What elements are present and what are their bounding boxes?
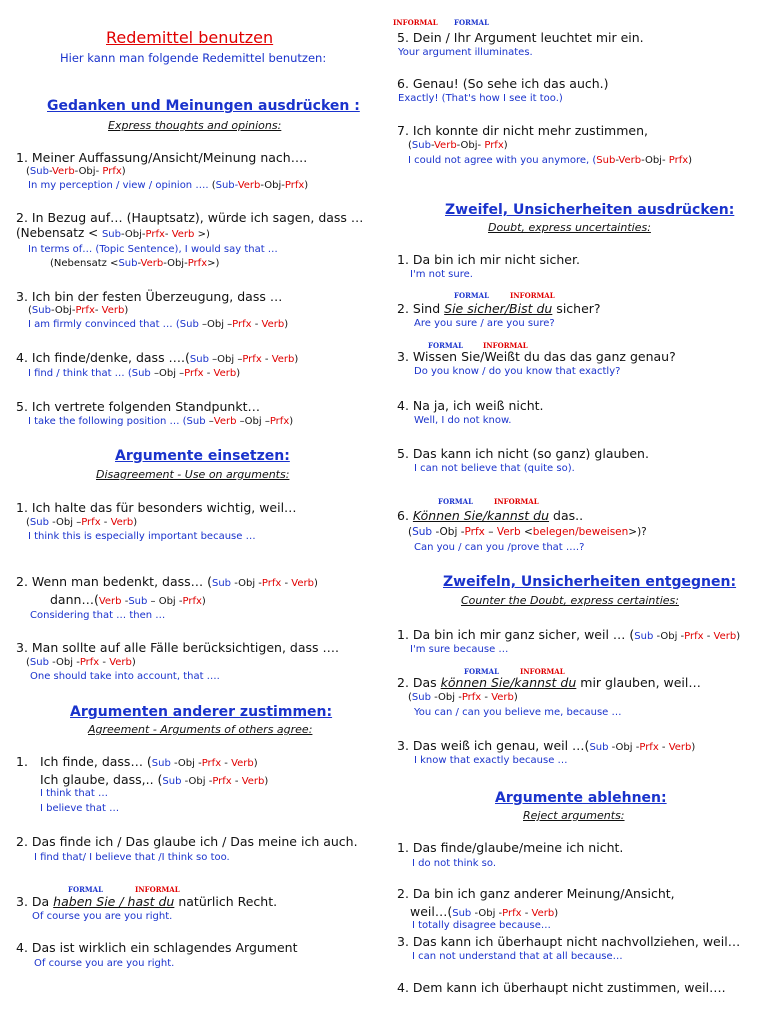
counter-1: 1. Da bin ich mir ganz sicher, weil … (Sub -Obj -Prfx - Verb) [397, 627, 741, 642]
reject-1: 1. Das finde/glaube/meine ich nicht. [397, 840, 624, 855]
agree-7: 7. Ich konnte dir nicht mehr zustimmen, [397, 123, 649, 138]
agree-5: 5. Dein / Ihr Argument leuchtet mir ein. [397, 30, 644, 45]
phrase-2: 2. In Bezug auf… (Hauptsatz), würde ich sagen, dass … [16, 210, 364, 225]
translation-c2: You can / can you believe me, because … [414, 707, 622, 718]
translation-d5: I can not believe that (quite so). [414, 463, 575, 474]
translation-d3: Do you know / do you know that exactly? [414, 366, 621, 377]
counter-2: 2. Das können Sie/kannst du mir glauben, weil… [397, 675, 701, 690]
translation-2-line2: (Nebensatz <Sub-Verb-Obj-Prfx>) [50, 258, 220, 269]
translation-a2: Considering that … then … [30, 610, 166, 621]
formal-tag-top: FORMAL [454, 18, 489, 27]
formal-tag-d6: FORMAL [438, 497, 473, 506]
section-sub-doubt: Doubt, express uncertainties: [488, 221, 651, 234]
section-heading-counter: Zweifeln, Unsicherheiten entgegnen: [443, 574, 737, 590]
translation-d4: Well, I do not know. [414, 415, 512, 426]
grammar-1: (Sub-Verb-Obj- Prfx) [26, 166, 126, 177]
informal-tag-d3: INFORMAL [483, 341, 528, 350]
translation-d2: Are you sure / are you sure? [414, 318, 555, 329]
formal-tag-d3: FORMAL [428, 341, 463, 350]
agree-3: 3. Da haben Sie / hast du natürlich Recht. [16, 894, 278, 909]
translation-z1: I think that … [40, 788, 108, 799]
reject-3: 3. Das kann ich überhaupt nicht nachvollziehen, weil… [397, 934, 741, 949]
argument-2-line2: dann…(Verb -Sub – Obj -Prfx) [50, 592, 206, 607]
doubt-2: 2. Sind Sie sicher/Bist du sicher? [397, 301, 601, 316]
section-sub-thoughts: Express thoughts and opinions: [108, 119, 282, 132]
reject-4: 4. Dem kann ich überhaupt nicht zustimmen, weil…. [397, 980, 726, 995]
translation-3: I am firmly convinced that … (Sub –Obj –Prfx - Verb) [28, 319, 289, 330]
agree-1-num: 1. [16, 754, 28, 769]
section-heading-doubt: Zweifel, Unsicherheiten ausdrücken: [445, 202, 735, 218]
informal-tag-top: INFORMAL [393, 18, 438, 27]
informal-tag-d2: INFORMAL [510, 291, 555, 300]
translation-x3: I can not understand that at all because… [412, 951, 623, 962]
section-heading-agree: Argumenten anderer zustimmen: [70, 704, 333, 720]
grammar-r7: (Sub-Verb-Obj- Prfx) [408, 140, 508, 151]
argument-2: 2. Wenn man bedenkt, dass… (Sub -Obj -Prfx - Verb) [16, 574, 318, 589]
reject-2: 2. Da bin ich ganz anderer Meinung/Ansicht, [397, 886, 675, 901]
informal-tag-z3: INFORMAL [135, 885, 180, 894]
translation-1: In my perception / view / opinion …. (Sub-Verb-Obj-Prfx) [28, 180, 309, 191]
page-title: Redemittel benutzen [106, 28, 274, 47]
reject-2-line2: weil…(Sub -Obj -Prfx - Verb) [410, 904, 559, 919]
grammar-a3: (Sub -Obj -Prfx - Verb) [26, 657, 136, 668]
counter-3: 3. Das weiß ich genau, weil …(Sub -Obj -Prfx - Verb) [397, 738, 696, 753]
page-subtitle: Hier kann man folgende Redemittel benutzen: [60, 51, 327, 65]
agree-1: Ich finde, dass… (Sub -Obj -Prfx - Verb) [40, 754, 258, 769]
translation-5: I take the following position … (Sub –Verb –Obj –Prfx) [28, 416, 294, 427]
section-sub-reject: Reject arguments: [523, 809, 625, 822]
phrase-2-line2: (Nebensatz < Sub-Obj-Prfx- Verb >) [16, 226, 210, 240]
grammar-3: (Sub-Obj-Prfx- Verb) [28, 305, 129, 316]
translation-z2: I find that/ I believe that /I think so too. [34, 852, 230, 863]
section-heading-arguments: Argumente einsetzen: [115, 448, 290, 464]
translation-z4: Of course you are you right. [34, 958, 175, 969]
grammar-d6: (Sub -Obj -Prfx – Verb <belegen/beweisen>)? [408, 526, 647, 538]
translation-d1: I'm not sure. [410, 269, 473, 280]
phrase-1: 1. Meiner Auffassung/Ansicht/Meinung nach…. [16, 150, 308, 165]
argument-3: 3. Man sollte auf alle Fälle berücksichtigen, dass …. [16, 640, 339, 655]
translation-c3: I know that exactly because … [414, 755, 568, 766]
grammar-a1: (Sub -Obj –Prfx - Verb) [26, 517, 138, 528]
translation-z1-line2: I believe that … [40, 803, 120, 814]
doubt-3: 3. Wissen Sie/Weißt du das das ganz genau? [397, 349, 676, 364]
doubt-1: 1. Da bin ich mir nicht sicher. [397, 252, 580, 267]
translation-d6: Can you / can you /prove that ….? [414, 542, 585, 553]
agree-2: 2. Das finde ich / Das glaube ich / Das meine ich auch. [16, 834, 358, 849]
agree-4: 4. Das ist wirklich ein schlagendes Argument [16, 940, 298, 955]
doubt-6: 6. Können Sie/kannst du das.. [397, 508, 584, 523]
formal-tag-c2: FORMAL [464, 667, 499, 676]
translation-r5: Your argument illuminates. [398, 47, 533, 58]
section-heading-reject: Argumente ablehnen: [495, 790, 667, 806]
section-sub-arguments: Disagreement - Use on arguments: [96, 468, 290, 481]
translation-x2: I totally disagree because… [412, 920, 551, 931]
argument-1: 1. Ich halte das für besonders wichtig, weil… [16, 500, 297, 515]
translation-z3: Of course you are you right. [32, 911, 173, 922]
section-sub-counter: Counter the Doubt, express certainties: [461, 594, 679, 607]
section-sub-agree: Agreement - Arguments of others agree: [88, 723, 313, 736]
translation-4: I find / think that … (Sub –Obj –Prfx - Verb) [28, 368, 241, 379]
translation-c1: I'm sure because … [410, 644, 509, 655]
phrase-4: 4. Ich finde/denke, dass ….(Sub –Obj –Prfx - Verb) [16, 350, 299, 365]
translation-2: In terms of… (Topic Sentence), I would say that … [28, 244, 278, 255]
translation-r6: Exactly! (That's how I see it too.) [398, 93, 563, 104]
informal-tag-d6: INFORMAL [494, 497, 539, 506]
agree-6: 6. Genau! (So sehe ich das auch.) [397, 76, 609, 91]
translation-r7: I could not agree with you anymore, (Sub-Verb-Obj- Prfx) [408, 155, 693, 166]
translation-x1: I do not think so. [412, 858, 497, 869]
doubt-4: 4. Na ja, ich weiß nicht. [397, 398, 544, 413]
translation-a3: One should take into account, that …. [30, 671, 220, 682]
doubt-5: 5. Das kann ich nicht (so ganz) glauben. [397, 446, 649, 461]
grammar-c2: (Sub -Obj -Prfx - Verb) [408, 692, 518, 703]
translation-a1: I think this is especially important because … [28, 531, 256, 542]
phrase-5: 5. Ich vertrete folgenden Standpunkt… [16, 399, 260, 414]
phrase-3: 3. Ich bin der festen Überzeugung, dass … [16, 289, 283, 304]
formal-tag-z3: FORMAL [68, 885, 103, 894]
section-heading-thoughts: Gedanken und Meinungen ausdrücken : [47, 98, 360, 114]
agree-1-line2: Ich glaube, dass,.. (Sub -Obj -Prfx - Verb) [40, 772, 269, 787]
informal-tag-c2: INFORMAL [520, 667, 565, 676]
formal-tag-d2: FORMAL [454, 291, 489, 300]
